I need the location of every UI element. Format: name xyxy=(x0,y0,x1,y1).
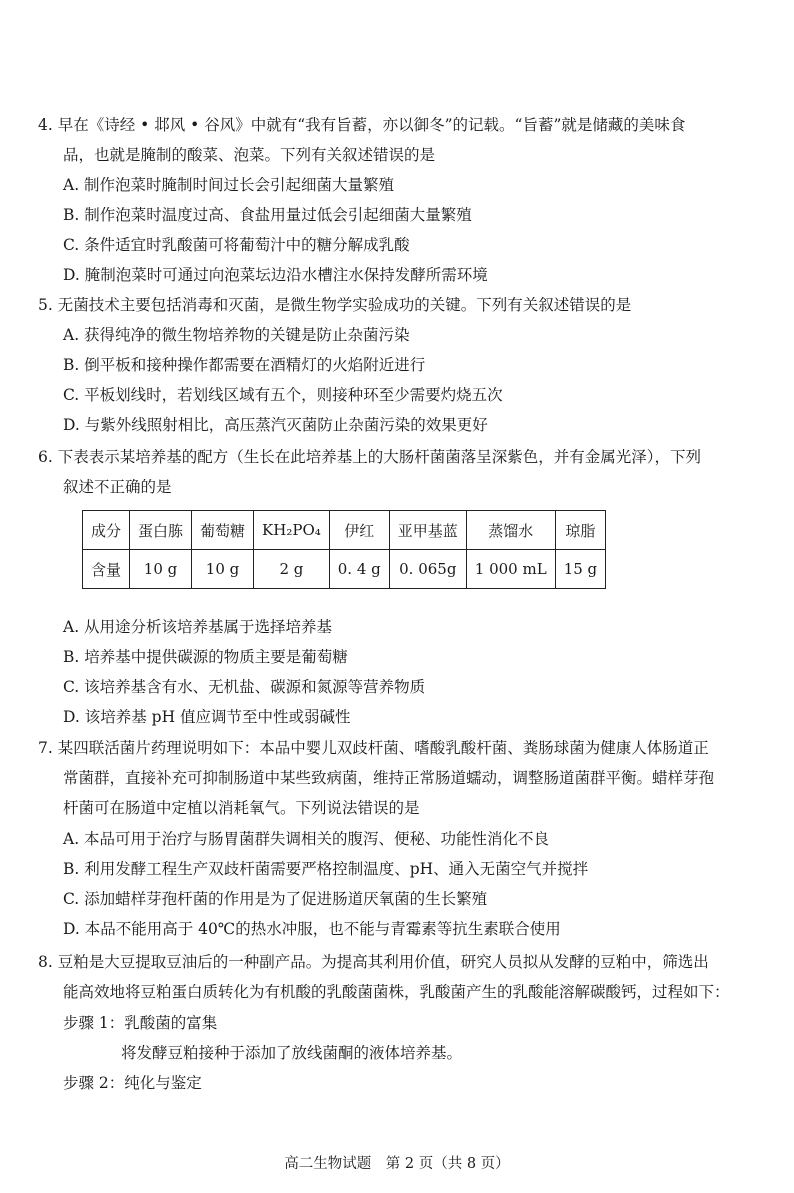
q6-option-c: C. 该培养基含有水、无机盐、碳源和氮源等营养物质 xyxy=(63,678,426,696)
table-cell: 含量 xyxy=(83,550,130,589)
q6-option-a: A. 从用途分析该培养基属于选择培养基 xyxy=(63,618,333,636)
q7-stem-line1: 7. 某四联活菌片药理说明如下：本品中婴儿双歧杆菌、嗜酸乳酸杆菌、粪肠球菌为健康人体肠道正 xyxy=(38,739,709,757)
q5-option-a: A. 获得纯净的微生物培养物的关键是防止杂菌污染 xyxy=(63,326,410,344)
q8-stem-line1: 8. 豆粕是大豆提取豆油后的一种副产品。为提高其利用价值，研究人员拟从发酵的豆粕中，筛选出 xyxy=(38,953,709,971)
table-cell: 10 g xyxy=(192,550,254,589)
q4-option-c: C. 条件适宜时乳酸菌可将葡萄汁中的糖分解成乳酸 xyxy=(63,236,410,254)
q4-option-d: D. 腌制泡菜时可通过向泡菜坛边沿水槽注水保持发酵所需环境 xyxy=(63,266,488,284)
table-cell: 2 g xyxy=(254,550,330,589)
q4-stem-line1: 4. 早在《诗经 • 邶风 • 谷风》中就有“我有旨蓄，亦以御冬”的记载。“旨蓄”就是储藏的美味食 xyxy=(38,116,686,134)
table-cell: KH₂PO₄ xyxy=(254,511,330,550)
q5-stem-line1: 5. 无菌技术主要包括消毒和灭菌，是微生物学实验成功的关键。下列有关叙述错误的是 xyxy=(38,296,632,314)
q6-option-d: D. 该培养基 pH 值应调节至中性或弱碱性 xyxy=(63,708,351,726)
q8-step1-text: 将发酵豆粕接种于添加了放线菌酮的液体培养基。 xyxy=(121,1044,463,1062)
q7-option-a: A. 本品可用于治疗与肠胃菌群失调相关的腹泻、便秘、功能性消化不良 xyxy=(63,830,550,848)
q6-stem-line1: 6. 下表表示某培养基的配方（生长在此培养基上的大肠杆菌菌落呈深紫色，并有金属光泽），下列 xyxy=(38,448,701,466)
table-cell: 成分 xyxy=(83,511,130,550)
table-cell: 琼脂 xyxy=(555,511,605,550)
table-row xyxy=(83,511,606,550)
q5-option-b: B. 倒平板和接种操作都需要在酒精灯的火焰附近进行 xyxy=(63,356,426,374)
q7-option-d: D. 本品不能用高于 40℃的热水冲服，也不能与青霉素等抗生素联合使用 xyxy=(63,920,561,938)
q4-option-a: A. 制作泡菜时腌制时间过长会引起细菌大量繁殖 xyxy=(63,176,395,194)
q7-option-b: B. 利用发酵工程生产双歧杆菌需要严格控制温度、pH、通入无菌空气并搅拌 xyxy=(63,860,589,878)
page-footer: 高二生物试题 第 2 页（共 8 页） xyxy=(284,1156,510,1172)
table-cell: 10 g xyxy=(130,550,192,589)
q6-stem-line2: 叙述不正确的是 xyxy=(63,478,172,496)
q4-stem-line2: 品，也就是腌制的酸菜、泡菜。下列有关叙述错误的是 xyxy=(63,146,436,164)
q7-stem-line3: 杆菌可在肠道中定植以消耗氧气。下列说法错误的是 xyxy=(63,799,420,817)
q5-option-d: D. 与紫外线照射相比，高压蒸汽灭菌防止杂菌污染的效果更好 xyxy=(63,416,488,434)
q4-option-b: B. 制作泡菜时温度过高、食盐用量过低会引起细菌大量繁殖 xyxy=(63,206,472,224)
table-cell: 1 000 mL xyxy=(466,550,555,589)
table-cell: 蒸馏水 xyxy=(466,511,555,550)
table-cell: 葡萄糖 xyxy=(192,511,254,550)
q7-stem-line2: 常菌群，直接补充可抑制肠道中某些致病菌，维持正常肠道蠕动，调整肠道菌群平衡。蜡样芽孢 xyxy=(63,769,715,787)
table-cell: 15 g xyxy=(555,550,605,589)
table-row xyxy=(83,550,606,589)
q6-option-b: B. 培养基中提供碳源的物质主要是葡萄糖 xyxy=(63,648,348,666)
q7-option-c: C. 添加蜡样芽孢杆菌的作用是为了促进肠道厌氧菌的生长繁殖 xyxy=(63,890,488,908)
table-cell: 蛋白胨 xyxy=(130,511,192,550)
q8-step2-title: 步骤 2：纯化与鉴定 xyxy=(63,1074,202,1092)
table-cell: 0. 4 g xyxy=(329,550,389,589)
table-cell: 亚甲基蓝 xyxy=(389,511,466,550)
table-cell: 0. 065g xyxy=(389,550,466,589)
q5-option-c: C. 平板划线时，若划线区域有五个，则接种环至少需要灼烧五次 xyxy=(63,386,503,404)
q8-step1-title: 步骤 1：乳酸菌的富集 xyxy=(63,1014,218,1032)
medium-formula-table xyxy=(82,510,606,589)
q8-stem-line2: 能高效地将豆粕蛋白质转化为有机酸的乳酸菌菌株，乳酸菌产生的乳酸能溶解碳酸钙，过程如下： xyxy=(63,983,730,1001)
table-cell: 伊红 xyxy=(329,511,389,550)
